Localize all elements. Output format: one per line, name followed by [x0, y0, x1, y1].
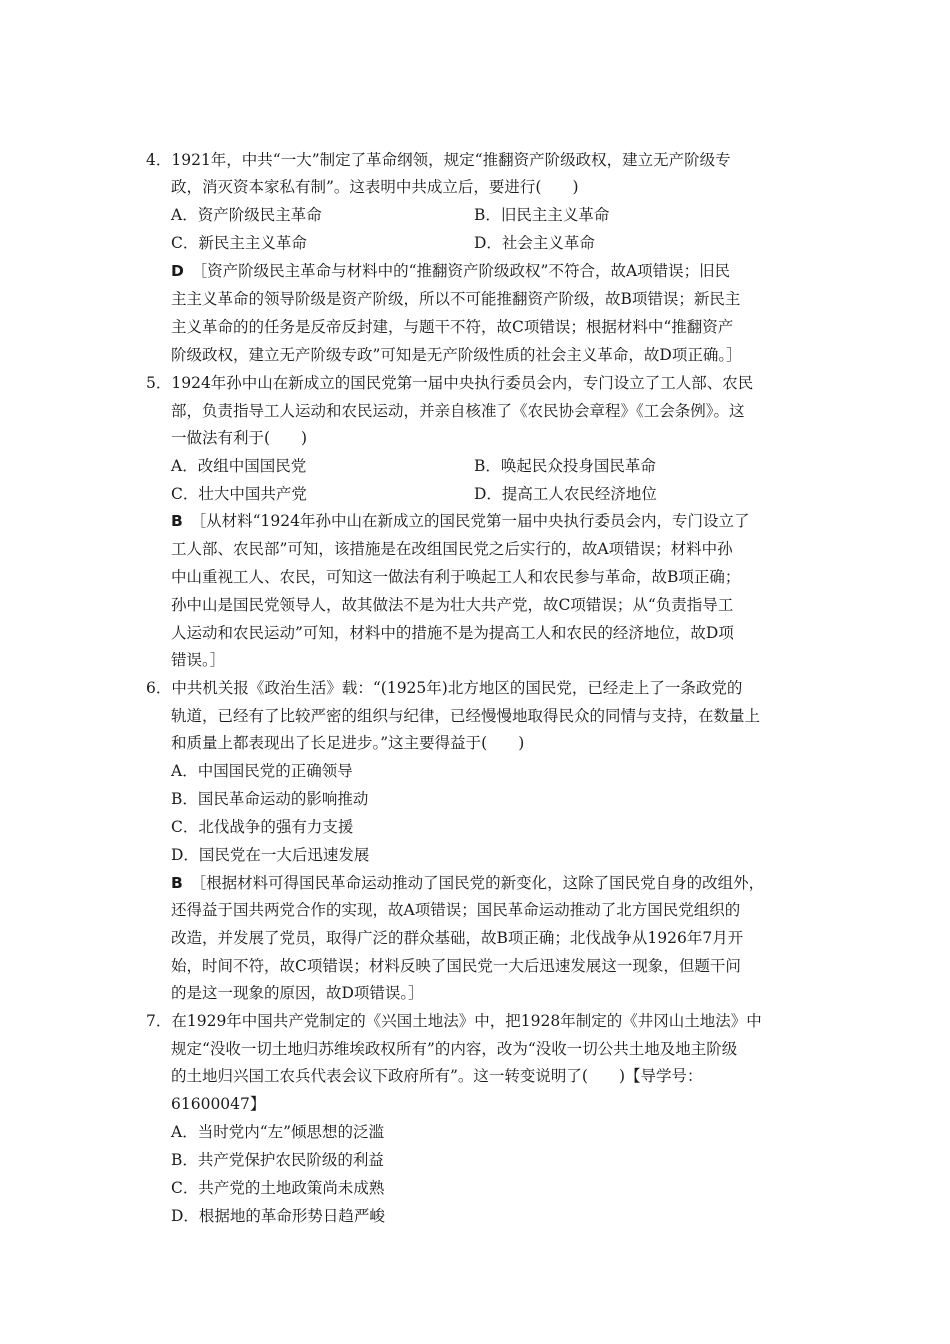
option-b[interactable]: B．唤起民众投身国民革命 — [474, 457, 656, 475]
option-d[interactable]: D．根据地的革命形势日趋严峻 — [171, 1207, 385, 1225]
answer-explanation-line: 主主义革命的领导阶级是资产阶级，所以不可能推翻资产阶级，故B项错误；新民主 — [171, 290, 741, 308]
question-stem-line: 61600047】 — [171, 1095, 266, 1113]
option-b[interactable]: B．共产党保护农民阶级的利益 — [171, 1151, 384, 1169]
question-stem-line: 部，负责指导工人运动和农民运动，并亲自核准了《农民协会章程》《工会条例》。这 — [171, 402, 745, 420]
question-stem-line: 轨道，已经有了比较严密的组织与纪律，已经慢慢地取得民众的同情与支持，在数量上 — [171, 707, 761, 725]
question-stem-line: 5．1924年孙中山在新成立的国民党第一届中央执行委员会内，专门设立了工人部、农民 — [146, 374, 754, 392]
answer-explanation-line: 错误。］ — [171, 651, 226, 669]
answer-explanation-line: 孙中山是国民党领导人，故其做法不是为壮大共产党，故C项错误；从“负责指导工 — [171, 596, 734, 614]
answer-explanation-line — [171, 873, 764, 893]
question-stem-line: 7．在1929年中国共产党制定的《兴国土地法》中，把1928年制定的《井冈山土地法》中 — [146, 1012, 762, 1030]
answer-letter: B — [171, 874, 183, 892]
option-d[interactable]: D．社会主义革命 — [474, 234, 595, 252]
explanation-text: ［资产阶级民主革命与材料中的“推翻资产阶级政权”不符合，故A项错误；旧民 — [191, 262, 731, 280]
answer-explanation-line: 主义革命的的任务是反帝反封建，与题干不符，故C项错误；根据材料中“推翻资产 — [171, 318, 734, 336]
answer-explanation-line: 的是这一现象的原因，故D项错误。］ — [171, 984, 424, 1002]
question-stem-line: 政，消灭资本家私有制”。这表明中共成立后，要进行( ) — [171, 178, 579, 196]
question-stem-line: 4．1921年，中共“一大”制定了革命纲领，规定“推翻资产阶级政权，建立无产阶级专 — [146, 151, 731, 169]
option-a[interactable]: A．中国国民党的正确领导 — [171, 762, 353, 780]
explanation-text: ［根据材料可得国民革命运动推动了国民党的新变化，这除了国民党自身的改组外， — [190, 874, 765, 892]
question-stem-line: 和质量上都表现出了长足进步。”这主要得益于( ) — [171, 734, 525, 752]
question-stem-line: 6．中共机关报《政治生活》载：“(1925年)北方地区的国民党，已经走上了一条政党的 — [146, 679, 743, 697]
option-c[interactable]: C．共产党的土地政策尚未成熟 — [171, 1179, 385, 1197]
answer-explanation-line — [171, 261, 730, 281]
answer-explanation-line — [171, 511, 749, 531]
option-b[interactable]: B．旧民主主义革命 — [474, 206, 610, 224]
answer-explanation-line: 还得益于国共两党合作的实现，故A项错误；国民革命运动推动了北方国民党组织的 — [171, 901, 741, 919]
answer-explanation-line: 阶级政权，建立无产阶级专政”可知是无产阶级性质的社会主义革命，故D项正确。］ — [171, 346, 742, 364]
option-a[interactable]: A．资产阶级民主革命 — [171, 206, 322, 224]
answer-explanation-line: 人运动和农民运动”可知，材料中的措施不是为提高工人和农民的经济地位，故D项 — [171, 624, 734, 642]
answer-explanation-line: 工人部、农民部”可知，该措施是在改组国民党之后实行的，故A项错误；材料中孙 — [171, 540, 733, 558]
question-stem-line: 一做法有利于( ) — [171, 429, 308, 447]
option-b[interactable]: B．国民革命运动的影响推动 — [171, 790, 369, 808]
explanation-text: ［从材料“1924年孙中山在新成立的国民党第一届中央执行委员会内，专门设立了 — [190, 512, 750, 530]
option-c[interactable]: C．新民主主义革命 — [171, 234, 307, 252]
option-a[interactable]: A．当时党内“左”倾思想的泛滥 — [171, 1123, 385, 1141]
option-a[interactable]: A．改组中国国民党 — [171, 457, 307, 475]
option-d[interactable]: D．提高工人农民经济地位 — [474, 485, 657, 503]
option-c[interactable]: C．北伐战争的强有力支援 — [171, 818, 354, 836]
option-c[interactable]: C．壮大中国共产党 — [171, 485, 307, 503]
answer-letter: D — [171, 262, 184, 280]
answer-explanation-line: 改造，并发展了党员，取得广泛的群众基础，故B项正确；北伐战争从1926年7月开 — [171, 929, 744, 947]
question-stem-line: 规定“没收一切土地归苏维埃政权所有”的内容，改为“没收一切公共土地及地主阶级 — [171, 1040, 738, 1058]
answer-letter: B — [171, 512, 183, 530]
option-d[interactable]: D．国民党在一大后迅速发展 — [171, 846, 370, 864]
question-stem-line: 的土地归兴国工农兵代表会议下政府所有”。这一转变说明了( )【导学号： — [171, 1067, 703, 1085]
answer-explanation-line: 中山重视工人、农民，可知这一做法有利于唤起工人和农民参与革命，故B项正确； — [171, 568, 741, 586]
answer-explanation-line: 始，时间不符，故C项错误；材料反映了国民党一大后迅速发展这一现象，但题干问 — [171, 957, 741, 975]
